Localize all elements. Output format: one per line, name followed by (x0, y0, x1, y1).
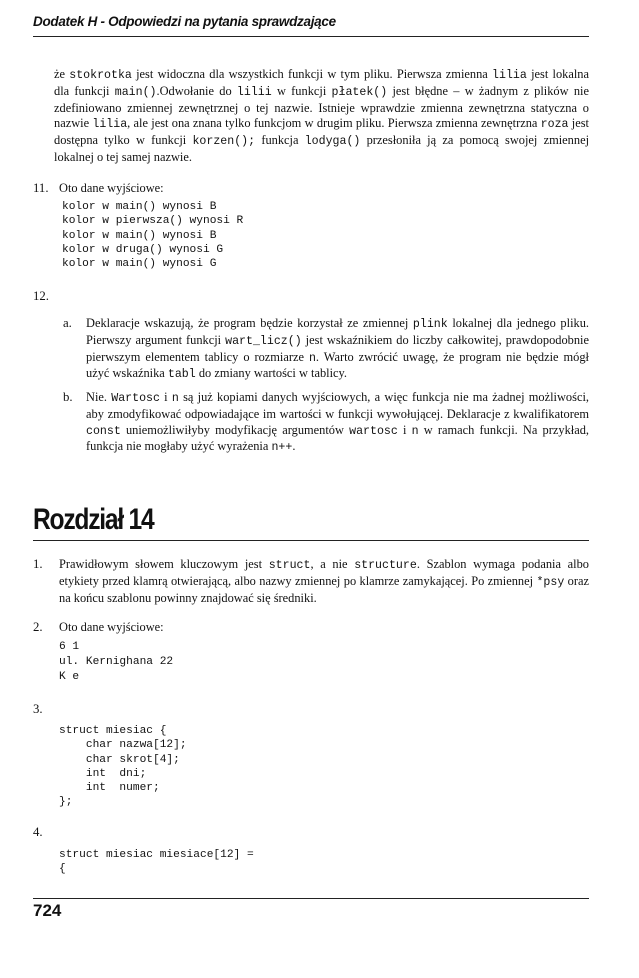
code-inline: wartosc (349, 424, 398, 438)
text: Prawidłowym słowem kluczowym jest (59, 557, 269, 571)
code-inline: const (86, 424, 121, 438)
item-label: a. (63, 316, 72, 330)
question-number: 1. (33, 557, 43, 571)
code-inline: płatek() (331, 85, 388, 99)
code-inline: lilia (492, 69, 527, 82)
question-text: Oto dane wyjściowe: (59, 620, 164, 634)
text: . Szablon wymaga podania albo etykiety przed klamrą otwierającą, albo nazwy zmiennej po klamrze zamykającej. Po zmiennej (59, 557, 589, 588)
text: Deklaracje wskazują, że program będzie korzystał ze zmiennej (86, 316, 413, 330)
chapter-rule (33, 540, 589, 541)
text: jest lokalna dla funkcji (54, 67, 589, 98)
question-number: 12. (33, 289, 49, 303)
text: , ale jest ona znana tylko funkcjom w drugim pliku. Pierwsza zmienna zewnętrzna (127, 116, 541, 131)
answer-c14-1 (59, 557, 589, 606)
code-inline: structure (354, 559, 417, 572)
chapter-title: Rozdział 14 (33, 503, 154, 536)
text: jest widoczna dla wszystkich funkcji w tym pliku. Pierwsza zmienna (131, 67, 493, 81)
text: jest wskaźnikiem do liczby całkowitej, prawdopodobnie pierwszym elementem tablicy o rozmiarze (86, 332, 589, 364)
code-inline: n (411, 424, 419, 438)
code-inline: plink (412, 318, 448, 331)
text: .Odwołanie do (156, 83, 237, 98)
code-inline: roza (540, 118, 569, 132)
text: jest dostępna tylko w funkcji (54, 116, 589, 148)
intro-paragraph (54, 67, 589, 166)
text: że (54, 67, 70, 81)
text: oraz na końcu szablonu powinny znajdować się średniki. (59, 573, 589, 605)
code-inline: wart_licz() (225, 334, 302, 348)
code-inline: lilii (236, 85, 272, 99)
question-number: 4. (33, 825, 43, 839)
code-inline: *psy (536, 575, 565, 589)
code-inline: korzen(); (192, 135, 256, 149)
code-inline: n (308, 351, 316, 365)
footer-rule (33, 898, 589, 899)
code-inline: main() (114, 85, 157, 99)
text: funkcja (255, 133, 305, 148)
question-number: 2. (33, 620, 43, 634)
text: są już kopiami danych wyjściowych, a więc funkcja nie ma żadnej możliwości, aby zmodyfikować odpowiadające im wartości w funkcji wywołującej. Deklaracje z kwalifikatorem (86, 390, 589, 421)
running-header: Dodatek H - Odpowiedzi na pytania sprawdzające (33, 14, 336, 29)
text: w ramach funkcji. Na przykład, funkcja nie mogłaby użyć wyrażenia (86, 422, 589, 454)
text: lokalnej dla jednego pliku. Pierwszy argument funkcji (86, 316, 589, 347)
page-number: 724 (33, 901, 62, 920)
code-inline: stokrotka (69, 69, 132, 82)
code-inline: struct (268, 559, 311, 572)
text: i (159, 390, 172, 404)
code-output: kolor w main() wynosi B kolor w pierwsza() wynosi R kolor w main() wynosi B kolor w druga() wynosi G kolor w main() wynosi G (62, 201, 244, 271)
text: jest błędne – w żadnym z plików nie zdefiniowano zmiennej zewnętrznej o tej nazwie. Istnieje wprawdzie zmienna zewnętrzna statyczna o nazwie (54, 83, 589, 131)
code-inline: lodyga() (304, 135, 361, 149)
text: do zmiany wartości w tablicy. (195, 366, 348, 381)
code-output: 6 1 ul. Kernighana 22 K e (59, 641, 174, 683)
question-text: Oto dane wyjściowe: (59, 181, 164, 195)
text: przesłoniła ją za pomocą swojej zmiennej lokalnej o tej samej nazwie. (54, 133, 590, 164)
item-label: b. (63, 390, 73, 404)
text: Nie. (86, 390, 112, 404)
code-inline: Wartosc (111, 392, 160, 405)
text: uniemożliwiłyby modyfikację argumentów (120, 422, 350, 437)
code-inline: tabl (167, 368, 196, 382)
answer-12a (86, 316, 589, 383)
header-rule (33, 36, 589, 37)
code-inline: lilia (92, 118, 128, 132)
code-array: struct miesiac miesiace[12] = { (59, 849, 254, 876)
answer-12b (86, 390, 589, 456)
code-inline: n++ (271, 441, 293, 455)
text: . Warto zwrócić uwagę, że program nie będzie mógł użyć wskaźnika (86, 349, 589, 381)
text: , a nie (310, 557, 355, 571)
text: w funkcji (271, 83, 332, 98)
code-inline: n (171, 392, 179, 405)
code-struct: struct miesiac { char nazwa[12]; char skrot[4]; int dni; int numer; }; (59, 725, 187, 809)
question-number: 11. (33, 181, 49, 195)
question-number: 3. (33, 702, 43, 716)
text: . (292, 439, 296, 454)
text: i (397, 422, 412, 437)
